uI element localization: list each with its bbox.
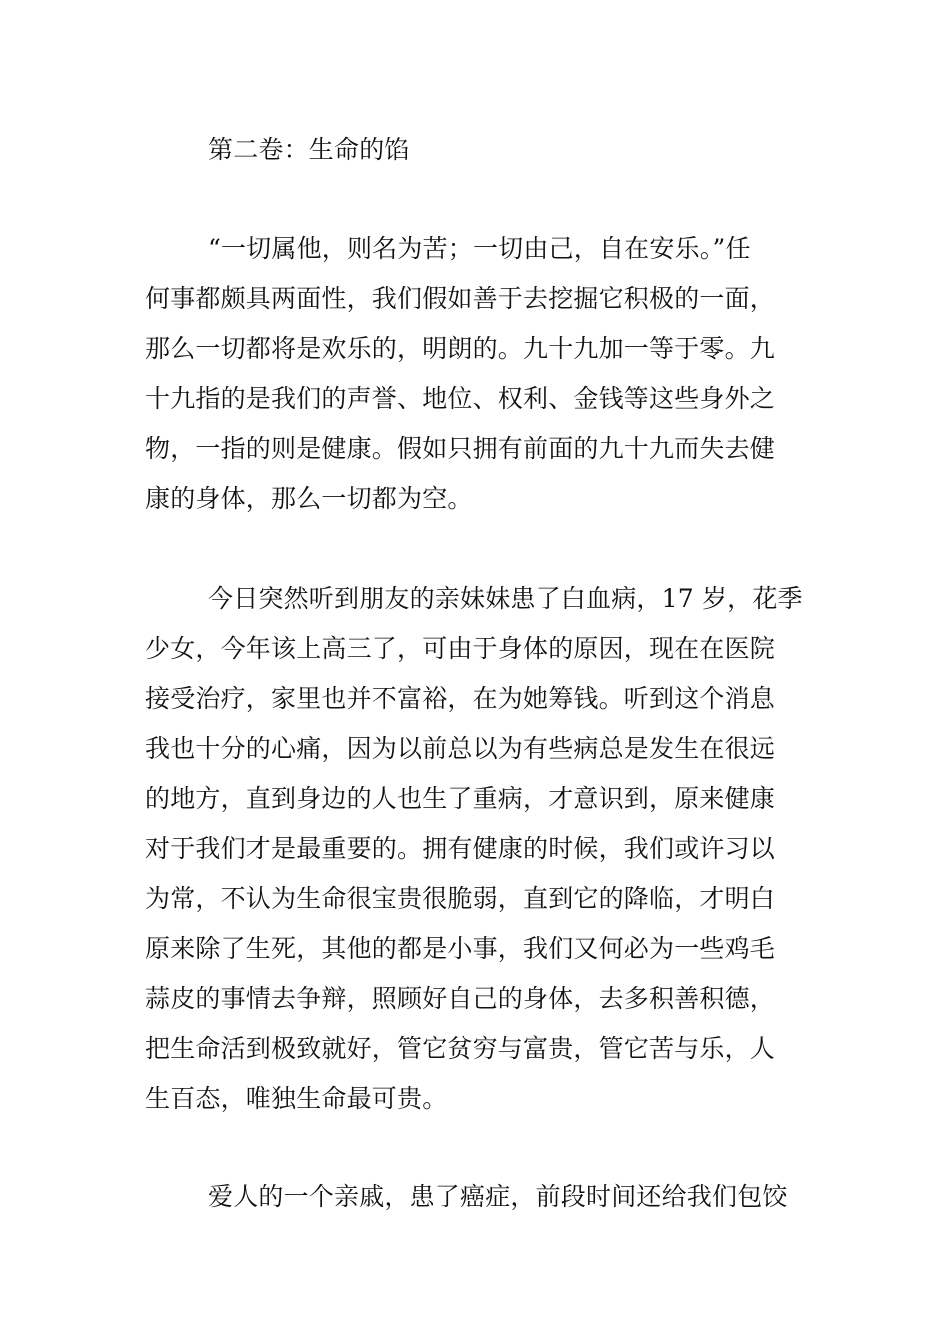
paragraph-line: 那么一切都将是欢乐的，明朗的。九十九加一等于零。九 (145, 334, 776, 363)
paragraph-line: 爱人的一个亲戚，患了癌症，前段时间还给我们包饺 (208, 1182, 788, 1211)
paragraph-line: 对于我们才是最重要的。拥有健康的时候，我们或许习以 (145, 834, 776, 863)
paragraph-line: 生百态，唯独生命最可贵。 (145, 1084, 448, 1113)
paragraph-1 (145, 224, 815, 524)
paragraph-line: 我也十分的心痛，因为以前总以为有些病总是发生在很远 (145, 734, 776, 763)
paragraph-line: 物，一指的则是健康。假如只拥有前面的九十九而失去健 (145, 434, 776, 463)
paragraph-line: 十九指的是我们的声誉、地位、权利、金钱等这些身外之 (145, 384, 776, 413)
paragraph-line: 康的身体，那么一切都为空。 (145, 484, 473, 513)
paragraph-line: 原来除了生死，其他的都是小事，我们又何必为一些鸡毛 (145, 934, 776, 963)
paragraph-line: “一切属他，则名为苦；一切由己，自在安乐。”任 (208, 234, 751, 263)
paragraph-line: 何事都颇具两面性，我们假如善于去挖掘它积极的一面， (145, 284, 776, 313)
paragraph-line: 为常，不认为生命很宝贵很脆弱，直到它的降临，才明白 (145, 884, 776, 913)
paragraph-3 (145, 1172, 815, 1222)
chapter-heading: 第二卷：生命的馅 (208, 135, 410, 164)
paragraph-line: 把生命活到极致就好，管它贫穷与富贵，管它苦与乐，人 (145, 1034, 776, 1063)
paragraph-line: 接受治疗，家里也并不富裕，在为她筹钱。听到这个消息 (145, 684, 776, 713)
paragraph-line: 的地方，直到身边的人也生了重病，才意识到，原来健康 (145, 784, 776, 813)
paragraph-line: 少女，今年该上高三了，可由于身体的原因，现在在医院 (145, 634, 776, 663)
paragraph-line: 今日突然听到朋友的亲妹妹患了白血病，17 岁，花季 (208, 584, 803, 613)
paragraph-line: 蒜皮的事情去争辩，照顾好自己的身体，去多积善积德， (145, 984, 776, 1013)
paragraph-2 (145, 574, 815, 1124)
